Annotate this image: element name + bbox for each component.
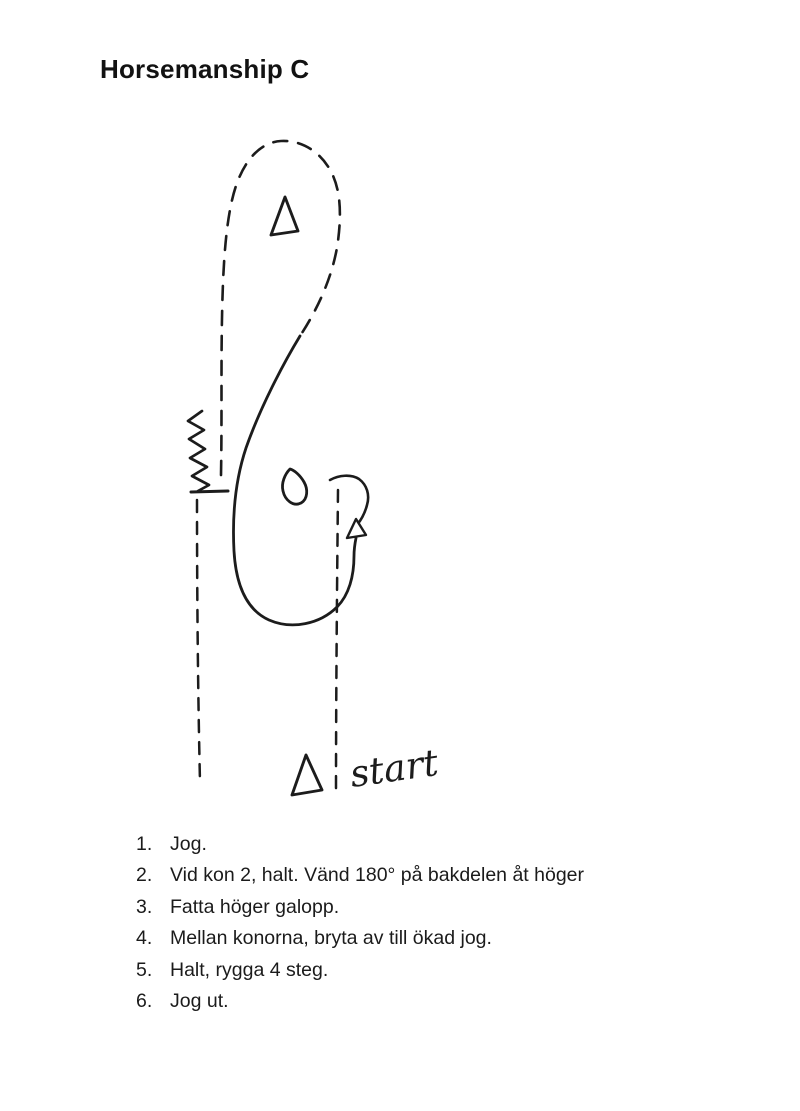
turn-arc [330,476,368,525]
instruction-number: 5. [136,958,153,981]
backup-base-bar [191,491,228,492]
instruction-number: 1. [136,833,153,855]
instruction-item [136,896,696,927]
page-title: Horsemanship C [100,54,310,84]
instruction-text: Vid kon 2, halt. Vänd 180° på bakdelen åt höger [170,864,585,887]
instruction-item [136,990,696,1021]
right-jog-line [336,490,338,794]
backup-zigzag-icon [188,411,209,491]
instruction-text: Fatta höger galopp. [170,895,340,918]
instruction-number: 6. [136,989,153,1012]
instruction-list [136,833,696,1021]
instruction-item [136,864,696,895]
instruction-text: Halt, rygga 4 steg. [170,958,329,981]
pattern-diagram [150,128,470,823]
cone-1-icon [292,755,322,795]
instruction-number: 3. [136,895,153,918]
instruction-text: Jog. [170,833,207,855]
left-jog-out-line [197,500,200,782]
instruction-item [136,927,696,958]
cone-2-icon [282,469,306,504]
cone-3-icon [271,197,298,235]
instruction-number: 2. [136,864,153,887]
start-label: start [347,741,441,796]
instruction-text: Jog ut. [170,989,229,1012]
instruction-item [136,833,696,864]
upper-loop-jog-path [221,141,340,475]
instruction-item [136,959,696,990]
instruction-number: 4. [136,927,153,950]
turn-arrowhead-icon [347,519,366,538]
instruction-text: Mellan konorna, bryta av till ökad jog. [170,927,492,950]
